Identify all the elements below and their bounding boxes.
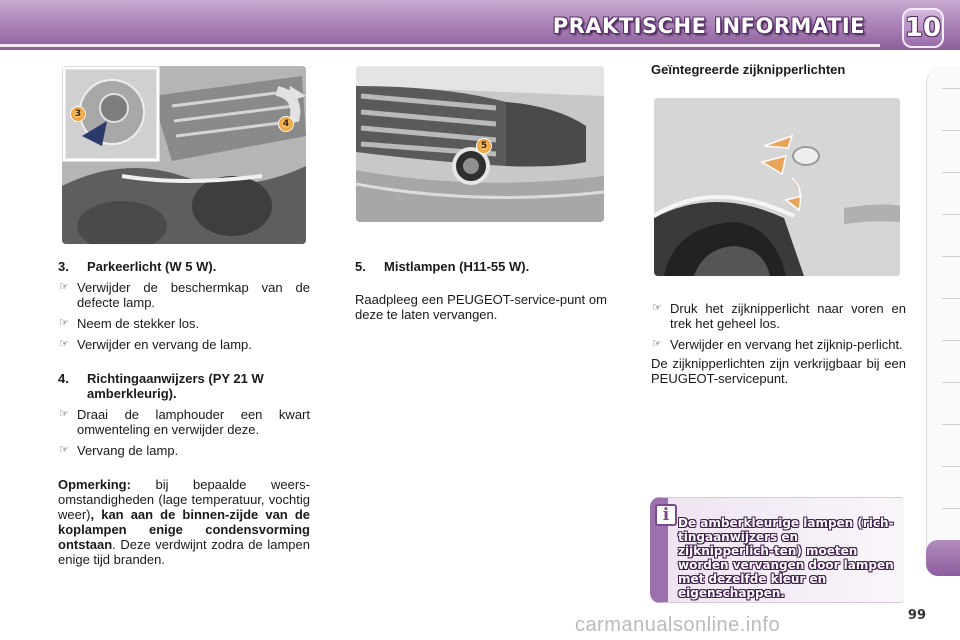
tab-mark — [942, 214, 960, 215]
chapter-number: 10 — [904, 13, 942, 43]
tab-mark — [942, 256, 960, 257]
page-title: PRAKTISCHE INFORMATIE — [552, 14, 865, 38]
tab-mark — [942, 130, 960, 131]
availability-text: De zijknipperlichten zijn verkrijgbaar bij een PEUGEOT-servicepunt. — [651, 356, 906, 386]
callout-4: 4 — [278, 116, 294, 132]
tab-mark — [942, 298, 960, 299]
info-box — [650, 497, 904, 603]
column-middle — [355, 259, 607, 322]
remark-emphasis: , kan aan de binnen-zijde van de koplampen enige condensvorming ontstaan — [58, 507, 310, 552]
header-band — [0, 0, 960, 50]
item-number: 3. — [58, 259, 69, 274]
tab-mark — [942, 88, 960, 89]
item-title: Mistlampen (H11-55 W). — [384, 259, 530, 274]
column-right — [651, 62, 906, 386]
item-number: 5. — [355, 259, 366, 274]
bullet-text: Verwijder en vervang het zijknip-perlicht. — [670, 337, 903, 352]
callout-5: 5 — [476, 138, 492, 154]
item-title: Parkeerlicht (W 5 W). — [87, 259, 217, 274]
remark-label: Opmerking: — [58, 477, 131, 492]
pointing-hand-icon: ☞ — [59, 444, 69, 456]
tab-mark — [942, 340, 960, 341]
header-divider — [0, 44, 880, 47]
info-text: De amberkleurige lampen (rich-tingaanwijzers en zijknipperlich-ten) moeten worden vervangen door lampen met dezelfde kleur en eigenschappen. — [678, 516, 894, 600]
chapter-tabs — [926, 66, 960, 576]
watermark: carmanualsonline.info — [575, 614, 781, 636]
bullet-text: Druk het zijknipperlicht naar voren en trek het geheel los. — [670, 301, 906, 331]
list-item — [58, 280, 310, 310]
bullet-text: Vervang de lamp. — [77, 443, 179, 458]
item-4-heading — [58, 371, 310, 401]
chapter-badge — [902, 8, 944, 48]
list-item — [58, 316, 310, 331]
bullet-text: Draai de lamphouder een kwart omwenteling en verwijder deze. — [77, 407, 310, 437]
headlamp-rear-illustration — [62, 66, 306, 244]
tab-mark — [942, 466, 960, 467]
item-3-heading — [58, 259, 310, 274]
list-item — [58, 443, 310, 458]
side-repeater-heading: Geïntegreerde zijknipperlichten — [651, 62, 846, 77]
photo-spacer — [651, 77, 906, 295]
remark-paragraph — [58, 477, 310, 567]
tab-mark — [942, 172, 960, 173]
tab-mark — [942, 382, 960, 383]
pointing-hand-icon: ☞ — [59, 338, 69, 350]
list-item — [651, 301, 906, 331]
item-5-heading — [355, 259, 607, 274]
item-title: Richtingaanwijzers (PY 21 W amberkleurig). — [87, 371, 264, 401]
column-left — [58, 259, 310, 567]
pointing-hand-icon: ☞ — [652, 302, 662, 314]
active-chapter-tab[interactable] — [926, 540, 960, 576]
pointing-hand-icon: ☞ — [59, 408, 69, 420]
pointing-hand-icon: ☞ — [59, 317, 69, 329]
callout-3: 3 — [70, 106, 86, 122]
tab-mark — [942, 424, 960, 425]
remark-text: bij bepaalde weers-omstandigheden (lage temperatuur, vochtig weer) — [58, 477, 310, 522]
photo-fog-lamp — [356, 66, 604, 222]
list-item — [58, 337, 310, 352]
bullet-text: Verwijder de beschermkap van de defecte lamp. — [77, 280, 310, 310]
fog-lamp-instruction: Raadpleeg een PEUGEOT-service-punt om deze te laten vervangen. — [355, 292, 607, 322]
item-number: 4. — [58, 371, 69, 386]
list-item — [651, 337, 906, 352]
page-number: 99 — [907, 608, 926, 623]
list-item — [58, 407, 310, 437]
photo-headlamp-rear — [62, 66, 306, 244]
remark-text-end: . Deze verdwijnt zodra de lampen enige tijd branden. — [58, 537, 310, 567]
pointing-hand-icon: ☞ — [59, 281, 69, 293]
bullet-text: Verwijder en vervang de lamp. — [77, 337, 252, 352]
info-icon: i — [655, 504, 677, 526]
bullet-text: Neem de stekker los. — [77, 316, 200, 331]
pointing-hand-icon: ☞ — [652, 338, 662, 350]
tab-mark — [942, 508, 960, 509]
